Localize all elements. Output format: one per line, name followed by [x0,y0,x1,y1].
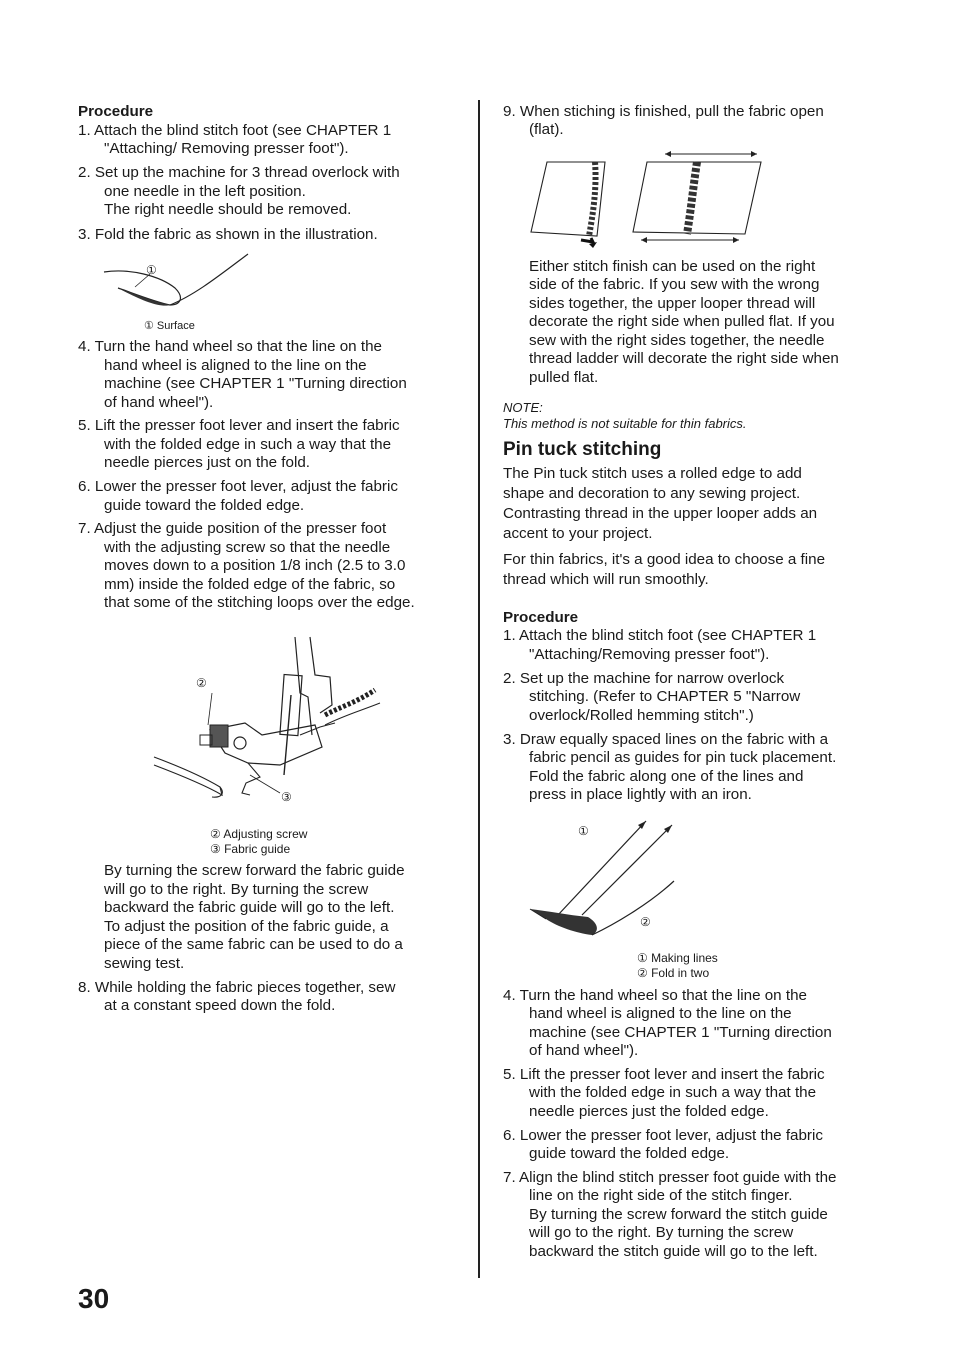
page-number: 30 [78,1283,110,1314]
step-2-line-3: The right needle should be removed. [104,201,352,218]
either-para-line-7: pulled flat. [529,369,599,386]
folded-fabric-illustration [100,250,260,315]
intro-line-1: The Pin tuck stitch uses a rolled edge to add [503,465,802,482]
procedure-title: Procedure [78,103,154,120]
r-step-2-line-3: overlock/Rolled hemming stitch".) [529,707,754,724]
step-7-line-1: 7. Adjust the guide position of the presser foot [78,520,387,537]
guide-para-line-4: To adjust the position of the fabric guide, a [104,918,389,935]
step-2-line-2: one needle in the left position. [104,183,306,200]
either-para-line-2: side of the fabric. If you sew with the wrong [529,276,820,293]
step-8-line-1: 8. While holding the fabric pieces together, sew [78,979,396,996]
fig2-label-2: ② [196,676,207,690]
fig2-label-3: ③ [281,790,292,804]
fig4-label-1: ① [578,824,589,838]
intro-line-3: Contrasting thread in the upper looper adds an [503,505,818,522]
pin-tuck-fold-illustration [528,815,678,940]
note-title: NOTE: [503,400,543,415]
r-step-7-line-3: By turning the screw forward the stitch guide [529,1206,828,1223]
r-step-2-line-1: 2. Set up the machine for narrow overlock [503,670,785,687]
step-5-line-3: needle pierces just on the fold. [104,454,311,471]
r-step-6-line-1: 6. Lower the presser foot lever, adjust the fabric [503,1127,823,1144]
r-step-1-line-2: "Attaching/Removing presser foot"). [529,646,770,663]
guide-para-line-1: By turning the screw forward the fabric guide [104,862,405,879]
fig4-caption-2: ② Fold in two [637,966,710,980]
step-7-line-3: moves down to a position 1/8 inch (2.5 to 3.0 [104,557,406,574]
step-4-line-3: machine (see CHAPTER 1 "Turning direction [104,375,407,392]
r-step-3-line-1: 3. Draw equally spaced lines on the fabric with a [503,731,829,748]
r-step-5-line-1: 5. Lift the presser foot lever and insert the fabric [503,1066,825,1083]
note-text: This method is not suitable for thin fabrics. [503,416,747,431]
guide-para-line-2: will go to the right. By turning the screw [104,881,369,898]
r-step-7-line-2: line on the right side of the stitch finger. [529,1187,793,1204]
either-para-line-5: sew with the right sides together, the needle [529,332,825,349]
either-para-line-3: sides together, the upper looper thread will [529,295,816,312]
r-step-2-line-2: stitching. (Refer to CHAPTER 5 "Narrow [529,688,801,705]
guide-para-line-6: sewing test. [104,955,185,972]
intro-line-4: accent to your project. [503,525,653,542]
r-step-7-line-5: backward the stitch guide will go to the left. [529,1243,818,1260]
intro-line-2: shape and decoration to any sewing project. [503,485,801,502]
step-4-line-1: 4. Turn the hand wheel so that the line on the [78,338,382,355]
step-8-line-2: at a constant speed down the fold. [104,997,336,1014]
r-step-4-line-1: 4. Turn the hand wheel so that the line on the [503,987,807,1004]
step-4-line-2: hand wheel is aligned to the line on the [104,357,367,374]
step-2-line-1: 2. Set up the machine for 3 thread overlock with [78,164,400,181]
step-5-line-2: with the folded edge in such a way that the [104,436,392,453]
step-3: 3. Fold the fabric as shown in the illustration. [78,226,378,243]
either-para-line-4: decorate the right side when pulled flat. If you [529,313,835,330]
r-step-4-line-4: of hand wheel"). [529,1042,639,1059]
section-heading: Pin tuck stitching [503,439,662,460]
intro-line-5: For thin fabrics, it's a good idea to choose a fine [503,551,826,568]
procedure-title-2: Procedure [503,609,579,626]
step-7-line-4: mm) inside the folded edge of the fabric, so [104,576,396,593]
step-6-line-2: guide toward the folded edge. [104,497,305,514]
r-step-7-line-4: will go to the right. By turning the screw [529,1224,794,1241]
r-step-3-line-2: fabric pencil as guides for pin tuck placement. [529,749,837,766]
step-7-line-5: that some of the stitching loops over the edge. [104,594,415,611]
step-7-line-2: with the adjusting screw so that the needle [104,539,391,556]
r-step-4-line-3: machine (see CHAPTER 1 "Turning direction [529,1024,832,1041]
r-step-5-line-2: with the folded edge in such a way that the [529,1084,817,1101]
fig2-caption-2: ② Adjusting screw [210,827,308,841]
intro-line-6: thread which will run smoothly. [503,571,709,588]
r-step-3-line-3: Fold the fabric along one of the lines and [529,768,804,785]
r-step-1-line-1: 1. Attach the blind stitch foot (see CHAPTER 1 [503,627,817,644]
column-divider [478,100,480,1278]
fig1-label-1: ① [146,263,157,277]
step-4-line-4: of hand wheel"). [104,394,214,411]
either-para-line-1: Either stitch finish can be used on the right [529,258,816,275]
either-para-line-6: thread ladder will decorate the right side when [529,350,839,367]
guide-para-line-3: backward the fabric guide will go to the left. [104,899,395,916]
fig4-label-2: ② [640,915,651,929]
step-1-line-1: 1. Attach the blind stitch foot (see CHAPTER 1 [78,122,392,139]
step-6-line-1: 6. Lower the presser foot lever, adjust the fabric [78,478,398,495]
r-step-7-line-1: 7. Align the blind stitch presser foot guide with the [503,1169,837,1186]
flat-fabric-illustration [525,148,770,248]
step-5-line-1: 5. Lift the presser foot lever and insert the fabric [78,417,400,434]
step-1-line-2: "Attaching/ Removing presser foot"). [104,140,349,157]
r-step-4-line-2: hand wheel is aligned to the line on the [529,1005,792,1022]
fig1-caption: ① Surface [144,320,195,332]
step-9-line-1: 9. When stiching is finished, pull the fabric open [503,103,824,120]
fig2-caption-3: ③ Fabric guide [210,842,291,856]
r-step-6-line-2: guide toward the folded edge. [529,1145,730,1162]
r-step-5-line-3: needle pierces just the folded edge. [529,1103,769,1120]
fig4-caption-1: ① Making lines [637,951,718,965]
presser-foot-illustration [150,635,385,810]
step-9-line-2: (flat). [529,121,564,138]
guide-para-line-5: piece of the same fabric can be used to do a [104,936,403,953]
r-step-3-line-4: press in place lightly with an iron. [529,786,752,803]
